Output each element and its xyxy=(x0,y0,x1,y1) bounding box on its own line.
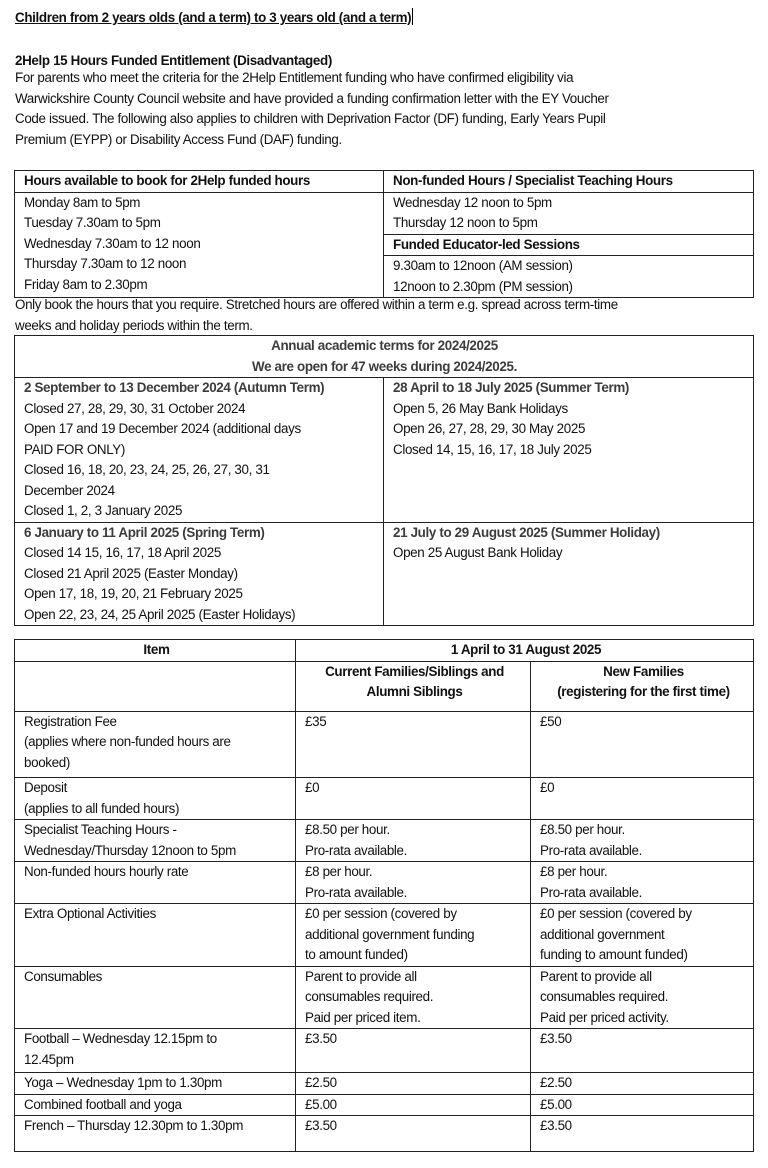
fee-row xyxy=(15,966,754,1029)
intro-line: Code issued. The following also applies to children with Deprivation Factor (DF) funding, Early Years Pupil xyxy=(15,111,606,126)
fee-line: Extra Optional Activities xyxy=(24,906,156,921)
funded-hours-row: Friday 8am to 2.30pm xyxy=(24,276,148,292)
term-line: PAID FOR ONLY) xyxy=(24,441,125,457)
fee-new-cell xyxy=(531,1094,754,1116)
term-title: 28 April to 18 July 2025 (Summer Term) xyxy=(393,380,630,395)
educator-sessions-cell xyxy=(384,256,754,298)
fee-line: £5.00 xyxy=(540,1096,572,1112)
fee-line: French – Thursday 12.30pm to 1.30pm xyxy=(24,1118,243,1133)
term-summer xyxy=(384,378,754,523)
fee-line: Wednesday/Thursday 12noon to 5pm xyxy=(24,842,236,858)
term-summer-holiday xyxy=(384,522,754,626)
fee-item-cell xyxy=(15,820,296,862)
fee-line: Specialist Teaching Hours - xyxy=(24,822,177,837)
section-heading: 2Help 15 Hours Funded Entitlement (Disadvantaged) xyxy=(15,53,332,68)
term-line: Open 22, 23, 24, 25 April 2025 (Easter Holidays) xyxy=(24,606,296,622)
header-line: (registering for the first time) xyxy=(557,684,730,699)
fee-row xyxy=(15,820,754,862)
fee-row xyxy=(15,1029,754,1073)
fee-new-cell xyxy=(531,966,754,1029)
fee-row xyxy=(15,1094,754,1116)
fee-line: Yoga – Wednesday 1pm to 1.30pm xyxy=(24,1075,222,1090)
fee-item-cell xyxy=(15,711,296,778)
fee-current-cell xyxy=(296,1073,531,1095)
fee-line: £8 per hour. xyxy=(540,864,608,879)
fee-row xyxy=(15,711,754,778)
fee-line: Registration Fee xyxy=(24,713,117,729)
fee-line: Pro-rata available. xyxy=(540,884,643,900)
term-line: Closed 14, 15, 16, 17, 18 July 2025 xyxy=(393,441,592,457)
header-line: Alumni Siblings xyxy=(366,684,463,699)
header-line: Current Families/Siblings and xyxy=(325,663,504,679)
fee-line: (applies to all funded hours) xyxy=(24,800,180,816)
fee-line: £0 xyxy=(305,780,320,795)
hours-right-header: Non-funded Hours / Specialist Teaching Hours xyxy=(384,171,754,193)
fee-line: £8.50 per hour. xyxy=(305,822,390,837)
empty-header-cell xyxy=(15,661,296,711)
fee-row xyxy=(15,862,754,904)
term-line: Closed 1, 2, 3 January 2025 xyxy=(24,503,183,518)
fee-line: £8 per hour. xyxy=(305,864,373,879)
fee-current-cell xyxy=(296,966,531,1029)
session-row: 12noon to 2.30pm (PM session) xyxy=(393,278,573,294)
fee-line: consumables required. xyxy=(305,989,434,1004)
fee-new-cell xyxy=(531,1116,754,1152)
fees-table xyxy=(14,639,754,1152)
document-title-text: Children from 2 years olds (and a term) to 3 years old (and a term) xyxy=(15,10,412,25)
intro-line: For parents who meet the criteria for the 2Help Entitlement funding who have confirmed eligibility via xyxy=(15,70,574,85)
term-line: Closed 27, 28, 29, 30, 31 October 2024 xyxy=(24,400,246,416)
fee-item-cell xyxy=(15,1116,296,1152)
new-families-header xyxy=(531,661,754,711)
fee-line: £35 xyxy=(305,713,327,729)
fee-line: Parent to provide all xyxy=(540,968,652,984)
fee-line: consumables required. xyxy=(540,989,669,1004)
fee-item-cell xyxy=(15,862,296,904)
fee-line: Pro-rata available. xyxy=(305,884,408,900)
nonfunded-hours-cell xyxy=(384,192,754,234)
term-line: Open 26, 27, 28, 29, 30 May 2025 xyxy=(393,421,586,436)
current-families-header xyxy=(296,661,531,711)
note-line: Only book the hours that you require. Stretched hours are offered within a term e.g. spread across term-time xyxy=(15,297,618,312)
term-line: Open 5, 26 May Bank Holidays xyxy=(393,400,568,416)
fee-line: Consumables xyxy=(24,968,103,984)
fee-new-cell xyxy=(531,1073,754,1095)
session-row: 9.30am to 12noon (AM session) xyxy=(393,258,573,273)
intro-paragraph xyxy=(15,68,755,150)
fee-line: additional government funding xyxy=(305,926,475,942)
fee-line: Paid per priced activity. xyxy=(540,1009,669,1025)
terms-heading-cell xyxy=(15,336,754,378)
fee-rows xyxy=(15,711,754,1151)
intro-line: Premium (EYPP) or Disability Access Fund (DAF) funding. xyxy=(15,131,342,147)
fee-line: £0 per session (covered by xyxy=(305,906,457,921)
fee-current-cell xyxy=(296,820,531,862)
fee-line: £3.50 xyxy=(540,1031,572,1046)
fee-current-cell xyxy=(296,1116,531,1152)
fee-new-cell xyxy=(531,1029,754,1073)
educator-sessions-header: Funded Educator-led Sessions xyxy=(384,234,754,256)
fee-line: Football – Wednesday 12.15pm to xyxy=(24,1031,217,1046)
fee-row xyxy=(15,1073,754,1095)
fee-line: £2.50 xyxy=(540,1075,572,1090)
document-title xyxy=(15,8,413,29)
terms-subheading: We are open for 47 weeks during 2024/2025. xyxy=(252,358,517,374)
fee-line: (applies where non-funded hours are xyxy=(24,734,231,749)
fee-line: £2.50 xyxy=(305,1075,337,1090)
fee-line: £8.50 per hour. xyxy=(540,822,625,837)
term-title: 21 July to 29 August 2025 (Summer Holiday) xyxy=(393,524,660,540)
fee-new-cell xyxy=(531,820,754,862)
term-title: 2 September to 13 December 2024 (Autumn Term) xyxy=(24,380,325,395)
nonfunded-hours-row: Thursday 12 noon to 5pm xyxy=(393,215,538,230)
hours-left-header: Hours available to book for 2Help funded hours xyxy=(15,171,384,193)
fee-current-cell xyxy=(296,1094,531,1116)
term-spring xyxy=(15,522,384,626)
fee-new-cell xyxy=(531,711,754,778)
term-line: Closed 21 April 2025 (Easter Monday) xyxy=(24,565,238,581)
term-autumn xyxy=(15,378,384,523)
terms-heading: Annual academic terms for 2024/2025 xyxy=(271,338,498,353)
fee-item-cell xyxy=(15,1073,296,1095)
term-line: December 2024 xyxy=(24,482,115,498)
fee-line: £0 xyxy=(540,780,555,795)
funded-hours-row: Wednesday 7.30am to 12 noon xyxy=(24,235,201,251)
funded-hours-row: Monday 8am to 5pm xyxy=(24,194,141,210)
term-line: Open 17 and 19 December 2024 (additional days xyxy=(24,421,301,436)
fee-line: funding to amount funded) xyxy=(540,947,688,962)
term-line: Open 25 August Bank Holiday xyxy=(393,545,563,560)
fee-row xyxy=(15,778,754,820)
term-line: Closed 16, 18, 20, 23, 24, 25, 26, 27, 30, 31 xyxy=(24,462,270,477)
fee-current-cell xyxy=(296,778,531,820)
fee-line: £5.00 xyxy=(305,1096,337,1112)
fee-line: Pro-rata available. xyxy=(305,842,408,858)
fee-current-cell xyxy=(296,711,531,778)
fee-new-cell xyxy=(531,904,754,967)
fee-line: 12.45pm xyxy=(24,1051,74,1067)
period-header: 1 April to 31 August 2025 xyxy=(296,640,754,662)
fee-line: £50 xyxy=(540,713,562,729)
nonfunded-hours-row: Wednesday 12 noon to 5pm xyxy=(393,194,552,210)
fee-new-cell xyxy=(531,778,754,820)
text-cursor xyxy=(412,8,413,25)
intro-line: Warwickshire County Council website and have provided a funding confirmation letter with the EY Voucher xyxy=(15,90,609,106)
item-header: Item xyxy=(15,640,296,662)
fee-current-cell xyxy=(296,904,531,967)
fee-line: Combined football and yoga xyxy=(24,1096,182,1112)
term-title: 6 January to 11 April 2025 (Spring Term) xyxy=(24,524,265,540)
fee-line: Pro-rata available. xyxy=(540,842,643,858)
fee-item-cell xyxy=(15,904,296,967)
term-line: Closed 14 15, 16, 17, 18 April 2025 xyxy=(24,545,221,560)
funded-hours-row: Thursday 7.30am to 12 noon xyxy=(24,256,187,271)
fee-item-cell xyxy=(15,1094,296,1116)
fee-item-cell xyxy=(15,966,296,1029)
fee-line: additional government xyxy=(540,926,665,942)
fee-line: Non-funded hours hourly rate xyxy=(24,864,189,879)
funded-hours-cell xyxy=(15,192,384,298)
terms-table xyxy=(14,335,754,626)
fee-line: Paid per priced item. xyxy=(305,1009,421,1025)
fee-current-cell xyxy=(296,1029,531,1073)
fee-item-cell xyxy=(15,778,296,820)
note-line: weeks and holiday periods within the term. xyxy=(15,317,253,333)
booking-note xyxy=(15,295,755,336)
fee-line: booked) xyxy=(24,754,70,770)
fee-line: Deposit xyxy=(24,780,67,795)
fee-row xyxy=(15,1116,754,1152)
fee-line: £3.50 xyxy=(305,1118,337,1133)
term-line: Open 17, 18, 19, 20, 21 February 2025 xyxy=(24,586,243,601)
fee-line: £3.50 xyxy=(540,1118,572,1133)
fee-line: to amount funded) xyxy=(305,947,408,962)
fee-row xyxy=(15,904,754,967)
fee-item-cell xyxy=(15,1029,296,1073)
fee-line: £3.50 xyxy=(305,1031,337,1046)
fee-new-cell xyxy=(531,862,754,904)
header-line: New Families xyxy=(603,663,684,679)
funded-hours-row: Tuesday 7.30am to 5pm xyxy=(24,215,161,230)
hours-table xyxy=(14,170,754,298)
fee-current-cell xyxy=(296,862,531,904)
fee-line: Parent to provide all xyxy=(305,968,417,984)
fee-line: £0 per session (covered by xyxy=(540,906,692,921)
